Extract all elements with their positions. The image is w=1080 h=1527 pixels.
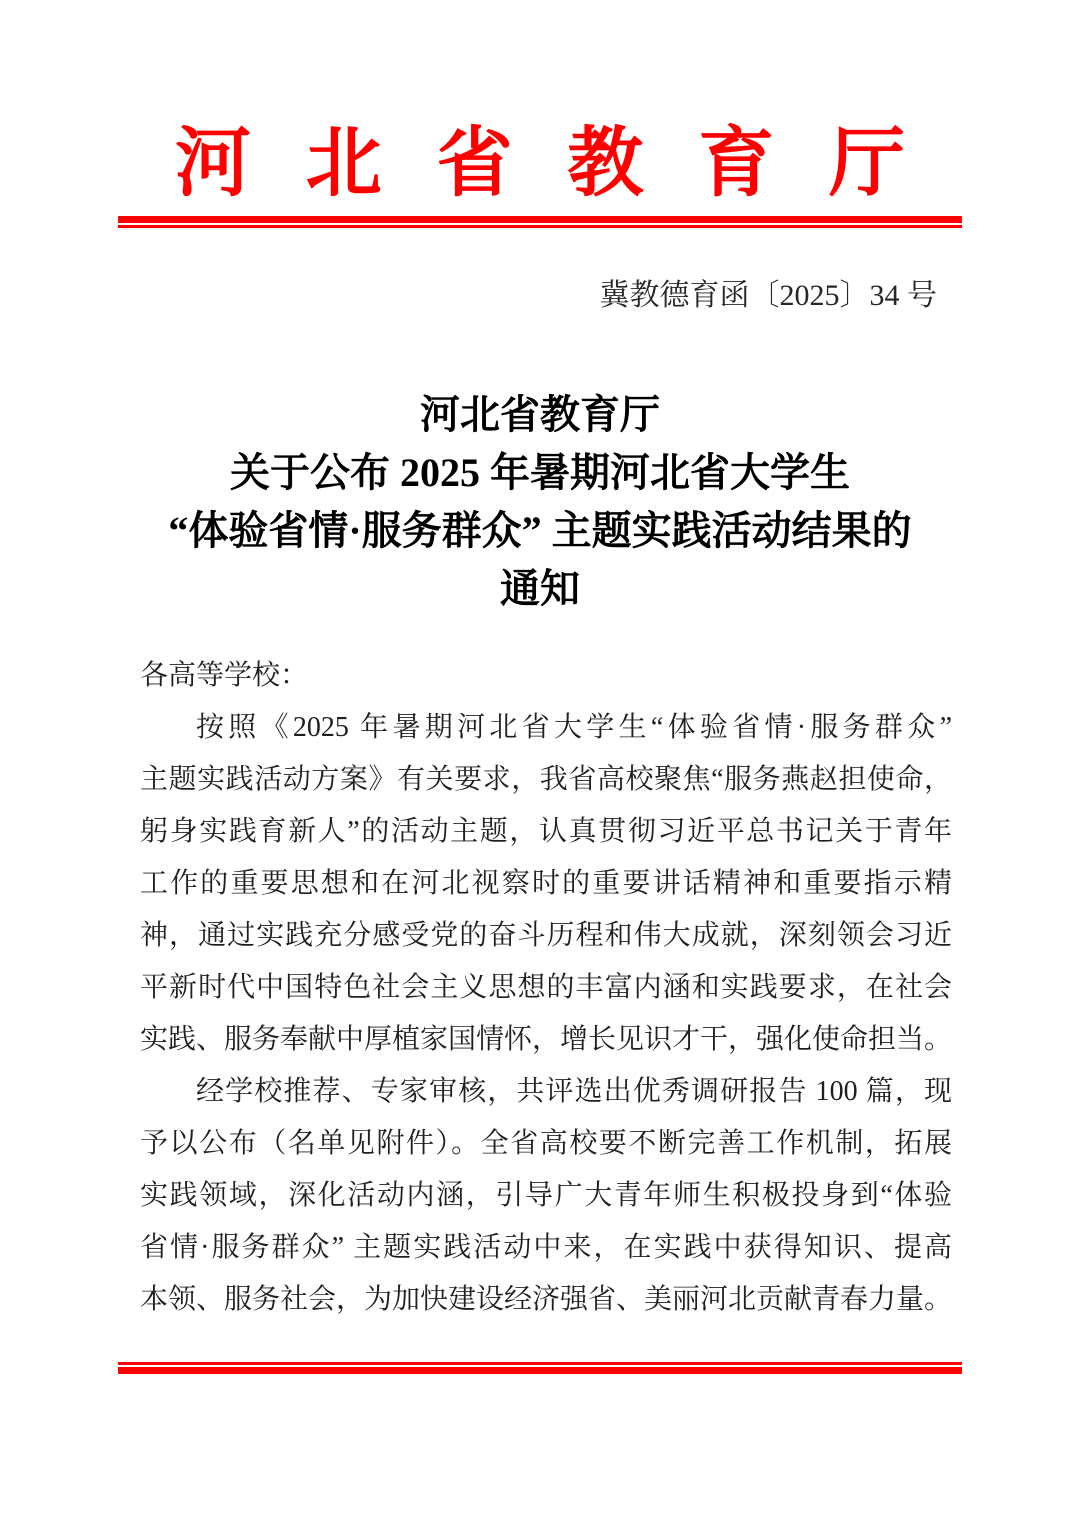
body-line: 本领、服务社会，为加快建设经济强省、美丽河北贡献青春力量。 [140,1284,953,1315]
document-number: 冀教德育函〔2025〕34 号 [599,279,937,312]
body-line: 经学校推荐、专家审核，共评选出优秀调研报告 100 篇，现 [196,1076,952,1107]
body-line: 主题实践活动方案》有关要求，我省高校聚焦“服务燕赵担使命， [140,764,952,795]
body-line: 神，通过实践充分感受党的奋斗历程和伟大成就，深刻领会习近 [140,920,952,951]
body-line: 各高等学校： [140,660,309,691]
body-line: 工作的重要思想和在河北视察时的重要讲话精神和重要指示精 [140,868,952,899]
title-line: 通知 [500,566,580,611]
body-line: 平新时代中国特色社会主义思想的丰富内涵和实践要求，在社会 [140,972,952,1003]
body-line: 省情·服务群众” 主题实践活动中来，在实践中获得知识、提高 [140,1232,952,1263]
body-line: 实践、服务奉献中厚植家国情怀，增长见识才干，强化使命担当。 [140,1024,953,1055]
red-separator-top [118,216,962,228]
title-line: 关于公布 2025 年暑期河北省大学生 [230,450,850,495]
body-line: 躬身实践育新人”的活动主题，认真贯彻习近平总书记关于青年 [140,816,952,847]
document-title [0,386,1080,618]
letterhead-agency-name: 河北省教育厅 [175,122,905,206]
body-line: 予以公布（名单见附件）。全省高校要不断完善工作机制，拓展 [140,1128,952,1159]
title-line: 河北省教育厅 [420,392,660,437]
title-line: “体验省情·服务群众” 主题实践活动结果的 [168,508,912,553]
document-body [140,650,952,1326]
red-separator-bottom [118,1362,962,1374]
body-line: 按照《2025 年暑期河北省大学生“体验省情·服务群众” [196,712,952,743]
body-line: 实践领域，深化活动内涵，引导广大青年师生积极投身到“体验 [140,1180,952,1211]
